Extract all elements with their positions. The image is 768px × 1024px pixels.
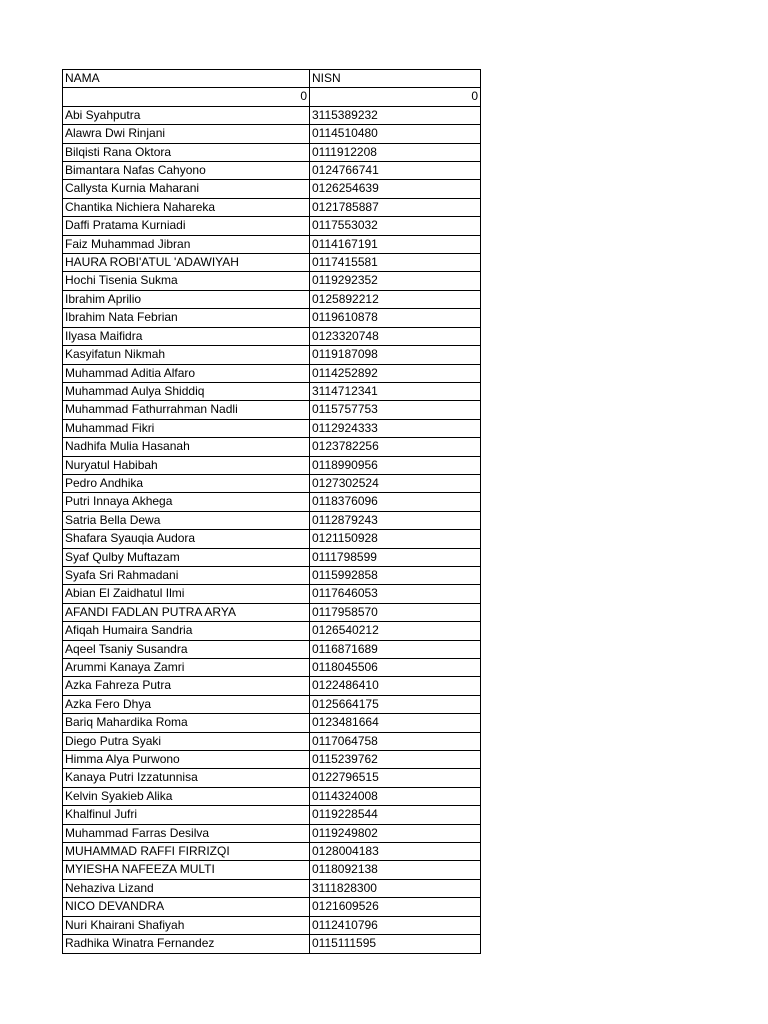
student-nisn-cell: 0123320748 (310, 327, 481, 345)
student-name-cell: Bilqisti Rana Oktora (63, 143, 310, 161)
student-name-cell: MYIESHA NAFEEZA MULTI (63, 861, 310, 879)
student-nisn-cell: 0127302524 (310, 474, 481, 492)
student-nisn-cell: 0112924333 (310, 419, 481, 437)
student-name-cell: Aqeel Tsaniy Susandra (63, 640, 310, 658)
student-name-cell: Ibrahim Aprilio (63, 290, 310, 308)
student-nisn-cell: 0119187098 (310, 346, 481, 364)
student-name-cell: Putri Innaya Akhega (63, 493, 310, 511)
table-row (63, 511, 481, 529)
table-row (63, 474, 481, 492)
student-nisn-cell: 0114510480 (310, 125, 481, 143)
student-table (62, 69, 481, 954)
student-name-cell: Shafara Syauqia Audora (63, 530, 310, 548)
student-nisn-cell: 0119292352 (310, 272, 481, 290)
student-nisn-cell: 0117646053 (310, 585, 481, 603)
student-nisn-cell: 0117958570 (310, 603, 481, 621)
student-nisn-cell: 0118045506 (310, 659, 481, 677)
student-name-cell: MUHAMMAD RAFFI FIRRIZQI (63, 843, 310, 861)
student-nisn-cell: 0118376096 (310, 493, 481, 511)
student-name-cell: Kelvin Syakieb Alika (63, 787, 310, 805)
student-nisn-cell: 0112410796 (310, 916, 481, 934)
table-row (63, 603, 481, 621)
student-name-cell: Chantika Nichiera Nahareka (63, 198, 310, 216)
student-name-cell: Pedro Andhika (63, 474, 310, 492)
student-nisn-cell: 0123481664 (310, 714, 481, 732)
student-nisn-cell: 0115757753 (310, 401, 481, 419)
student-name-cell: Afiqah Humaira Sandria (63, 622, 310, 640)
student-nisn-cell: 0126540212 (310, 622, 481, 640)
student-nisn-cell: 0111912208 (310, 143, 481, 161)
student-nisn-cell: 0121609526 (310, 898, 481, 916)
student-name-cell: Kanaya Putri Izzatunnisa (63, 769, 310, 787)
student-name-cell: Faiz Muhammad Jibran (63, 235, 310, 253)
table-row (63, 585, 481, 603)
student-name-cell: Bariq Mahardika Roma (63, 714, 310, 732)
student-nisn-cell: 3111828300 (310, 879, 481, 897)
student-nisn-cell: 0122796515 (310, 769, 481, 787)
student-nisn-cell: 0122486410 (310, 677, 481, 695)
student-nisn-cell: 0116871689 (310, 640, 481, 658)
table-row (63, 714, 481, 732)
header-nama: NAMA (63, 70, 310, 88)
student-name-cell: Nadhifa Mulia Hasanah (63, 438, 310, 456)
student-name-cell: Nuryatul Habibah (63, 456, 310, 474)
subheader-row (63, 88, 481, 106)
table-row (63, 843, 481, 861)
student-nisn-cell: 0119249802 (310, 824, 481, 842)
table-row (63, 622, 481, 640)
student-nisn-cell: 0115111595 (310, 935, 481, 953)
student-name-cell: Muhammad Farras Desilva (63, 824, 310, 842)
table-row (63, 382, 481, 400)
student-nisn-cell: 0119610878 (310, 309, 481, 327)
subheader-nisn-value: 0 (310, 88, 481, 106)
student-name-cell: Himma Alya Purwono (63, 751, 310, 769)
student-nisn-cell: 0114324008 (310, 787, 481, 805)
student-nisn-cell: 0114252892 (310, 364, 481, 382)
header-nisn: NISN (310, 70, 481, 88)
table-row (63, 861, 481, 879)
table-row (63, 677, 481, 695)
student-name-cell: Muhammad Aditia Alfaro (63, 364, 310, 382)
student-name-cell: Nuri Khairani Shafiyah (63, 916, 310, 934)
table-row (63, 254, 481, 272)
student-name-cell: HAURA ROBI'ATUL 'ADAWIYAH (63, 254, 310, 272)
student-name-cell: Muhammad Aulya Shiddiq (63, 382, 310, 400)
table-row (63, 419, 481, 437)
table-row (63, 290, 481, 308)
table-row (63, 566, 481, 584)
student-name-cell: Callysta Kurnia Maharani (63, 180, 310, 198)
student-name-cell: Ibrahim Nata Febrian (63, 309, 310, 327)
table-row (63, 162, 481, 180)
student-nisn-cell: 0115992858 (310, 566, 481, 584)
table-row (63, 272, 481, 290)
student-name-cell: Azka Fahreza Putra (63, 677, 310, 695)
student-nisn-cell: 0121150928 (310, 530, 481, 548)
student-name-cell: Kasyifatun Nikmah (63, 346, 310, 364)
student-nisn-cell: 3114712341 (310, 382, 481, 400)
student-nisn-cell: 0119228544 (310, 806, 481, 824)
table-row (63, 806, 481, 824)
table-row (63, 198, 481, 216)
table-row (63, 217, 481, 235)
student-nisn-cell: 0126254639 (310, 180, 481, 198)
student-nisn-cell: 0117415581 (310, 254, 481, 272)
student-name-cell: Muhammad Fikri (63, 419, 310, 437)
table-row (63, 530, 481, 548)
student-nisn-cell: 0117553032 (310, 217, 481, 235)
table-row (63, 493, 481, 511)
student-name-cell: NICO DEVANDRA (63, 898, 310, 916)
student-nisn-cell: 0121785887 (310, 198, 481, 216)
table-row (63, 787, 481, 805)
header-row (63, 70, 481, 88)
student-name-cell: Abian El Zaidhatul Ilmi (63, 585, 310, 603)
student-name-cell: Syaf Qulby Muftazam (63, 548, 310, 566)
table-row (63, 401, 481, 419)
table-row (63, 438, 481, 456)
student-nisn-cell: 0118990956 (310, 456, 481, 474)
table-row (63, 640, 481, 658)
student-name-cell: Daffi Pratama Kurniadi (63, 217, 310, 235)
table-row (63, 364, 481, 382)
student-name-cell: Hochi Tisenia Sukma (63, 272, 310, 290)
table-row (63, 824, 481, 842)
table-row (63, 695, 481, 713)
student-nisn-cell: 0128004183 (310, 843, 481, 861)
table-row (63, 898, 481, 916)
table-row (63, 346, 481, 364)
student-nisn-cell: 3115389232 (310, 106, 481, 124)
student-name-cell: Diego Putra Syaki (63, 732, 310, 750)
student-name-cell: Muhammad Fathurrahman Nadli (63, 401, 310, 419)
table-row (63, 916, 481, 934)
student-nisn-cell: 0115239762 (310, 751, 481, 769)
student-name-cell: Satria Bella Dewa (63, 511, 310, 529)
student-nisn-cell: 0118092138 (310, 861, 481, 879)
table-row (63, 125, 481, 143)
table-row (63, 548, 481, 566)
student-name-cell: Alawra Dwi Rinjani (63, 125, 310, 143)
table-row (63, 879, 481, 897)
subheader-nama-value: 0 (63, 88, 310, 106)
student-nisn-cell: 0117064758 (310, 732, 481, 750)
student-nisn-cell: 0125892212 (310, 290, 481, 308)
student-name-cell: Abi Syahputra (63, 106, 310, 124)
student-name-cell: Ilyasa Maifidra (63, 327, 310, 345)
table-row (63, 180, 481, 198)
student-name-cell: Arummi Kanaya Zamri (63, 659, 310, 677)
table-row (63, 327, 481, 345)
student-name-cell: Nehaziva Lizand (63, 879, 310, 897)
student-name-cell: Syafa Sri Rahmadani (63, 566, 310, 584)
student-name-cell: AFANDI FADLAN PUTRA ARYA (63, 603, 310, 621)
student-name-cell: Azka Fero Dhya (63, 695, 310, 713)
student-nisn-cell: 0123782256 (310, 438, 481, 456)
table-row (63, 935, 481, 953)
table-row (63, 659, 481, 677)
table-row (63, 751, 481, 769)
student-name-cell: Radhika Winatra Fernandez (63, 935, 310, 953)
table-row (63, 769, 481, 787)
table-row (63, 106, 481, 124)
table-row (63, 143, 481, 161)
student-name-cell: Khalfinul Jufri (63, 806, 310, 824)
student-nisn-cell: 0112879243 (310, 511, 481, 529)
student-name-cell: Bimantara Nafas Cahyono (63, 162, 310, 180)
student-nisn-cell: 0124766741 (310, 162, 481, 180)
table-row (63, 732, 481, 750)
student-nisn-cell: 0125664175 (310, 695, 481, 713)
table-row (63, 309, 481, 327)
table-row (63, 235, 481, 253)
student-nisn-cell: 0114167191 (310, 235, 481, 253)
student-nisn-cell: 0111798599 (310, 548, 481, 566)
table-row (63, 456, 481, 474)
